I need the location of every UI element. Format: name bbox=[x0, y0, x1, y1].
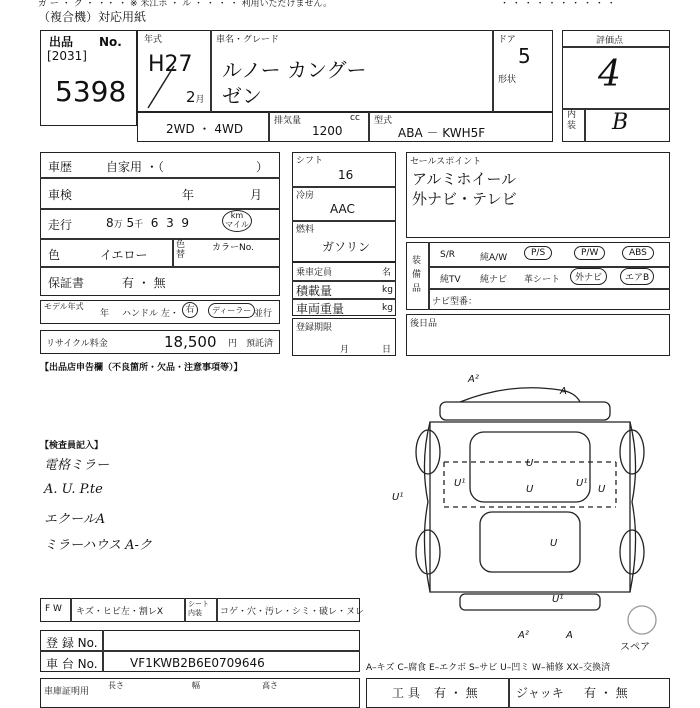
sales-point-line1: アルミホイール bbox=[412, 170, 517, 188]
model-name: ルノー カングー bbox=[222, 58, 367, 82]
model-code-value: ABA － KWH5F bbox=[398, 126, 486, 140]
jack-label: ジャッキ bbox=[516, 686, 564, 700]
history-label: 車歴 bbox=[48, 160, 73, 174]
interior-label: 内装 bbox=[567, 110, 577, 131]
mileage-label: 走行 bbox=[48, 218, 73, 232]
interior-value: B bbox=[612, 110, 629, 135]
jack-value: 有 ・ 無 bbox=[584, 686, 628, 700]
recycle-unit: 円 bbox=[228, 339, 238, 349]
equip-navi: 純ナビ bbox=[480, 275, 508, 285]
form-subtitle: （複合機）対応用紙 bbox=[38, 10, 147, 24]
model-grade: ゼン bbox=[222, 84, 262, 108]
lot-box bbox=[40, 30, 137, 126]
vin-value: VF1KWB2B6E0709646 bbox=[130, 656, 265, 670]
sales-point-line2: 外ナビ・テレビ bbox=[412, 190, 517, 208]
mark-a2-bottom: A² bbox=[518, 630, 529, 641]
fw-label: F W bbox=[45, 604, 62, 614]
model-year-unit: 年 bbox=[100, 309, 110, 319]
registration-day: 日 bbox=[382, 345, 392, 355]
history-close: ） bbox=[256, 160, 269, 174]
model-label: 車名・グレード bbox=[216, 35, 280, 45]
sales-point-label: セールスポイント bbox=[410, 157, 482, 167]
equip-alloy: 純A/W bbox=[480, 253, 508, 263]
rear-items-label: 後日品 bbox=[410, 319, 438, 329]
mark-u-door: U bbox=[598, 484, 606, 495]
mileage-value: 8万 5千 6 3 9 bbox=[106, 216, 189, 230]
rear-items-box bbox=[406, 314, 670, 356]
doors-value: 5 bbox=[518, 44, 531, 68]
equip-sr: S/R bbox=[440, 250, 455, 260]
model-code-label: 型式 bbox=[374, 116, 393, 126]
equip-abs: ABS bbox=[622, 246, 654, 260]
model-year-label: モデル年式 bbox=[44, 302, 84, 311]
color-label: 色 bbox=[48, 248, 61, 262]
inspector-line3: エクールA bbox=[44, 512, 106, 527]
score-label: 評価点 bbox=[596, 36, 624, 46]
recycle-value: 18,500 bbox=[164, 333, 217, 351]
damage-legend: A–キズ C–腐食 E–エクボ S–サビ U–凹ミ W–補修 XX–交換済 bbox=[366, 663, 611, 673]
notes-label: 【出品店申告欄（不良箇所・欠品・注意事項等）】 bbox=[40, 363, 243, 373]
year-month: 2月 bbox=[186, 88, 205, 106]
inspection-label: 車検 bbox=[48, 188, 73, 202]
mark-a-bottom: A bbox=[566, 630, 573, 641]
weight-unit: kg bbox=[382, 303, 393, 313]
shift-label: シフト bbox=[296, 156, 324, 166]
history-value: 自家用 ・（ bbox=[106, 160, 164, 174]
color-value: イエロー bbox=[100, 248, 148, 262]
registration-label: 登録期限 bbox=[296, 323, 333, 333]
tools-value: 有 ・ 無 bbox=[434, 686, 478, 700]
mark-u1-bumper: U¹ bbox=[552, 594, 564, 605]
equip-pw: P/W bbox=[574, 246, 605, 260]
vin-label: 車 台 No. bbox=[46, 657, 98, 671]
shift-value: 16 bbox=[338, 168, 354, 182]
equip-leather: 革シート bbox=[524, 275, 561, 285]
equip-airbag: エアB bbox=[620, 268, 654, 285]
fuel-value: ガソリン bbox=[322, 240, 371, 254]
recycle-label: リサイクル料金 bbox=[46, 339, 108, 349]
seat-label: シート内装 bbox=[188, 600, 209, 617]
capacity-unit: 名 bbox=[382, 268, 392, 278]
reg-no-label: 登 録 No. bbox=[46, 636, 98, 650]
warranty-value: 有 ・ 無 bbox=[122, 276, 166, 290]
color-change-label: 色替 bbox=[176, 240, 186, 260]
color-no-label: カラーNo. bbox=[212, 243, 254, 253]
venue-label: 出品 bbox=[49, 35, 74, 49]
mark-u1-right: U¹ bbox=[576, 478, 588, 489]
inspector-label: 【検査員記入】 bbox=[40, 441, 104, 451]
garage-height: 高さ bbox=[262, 681, 278, 690]
inspector-line1: 電格ミラー bbox=[44, 458, 110, 473]
mark-a-top: A bbox=[560, 386, 567, 397]
equip-ext-navi: 外ナビ bbox=[570, 268, 607, 285]
mark-a2-top: A² bbox=[468, 374, 479, 385]
handle-label: ハンドル 左・ bbox=[122, 309, 179, 319]
capacity-label: 乗車定員 bbox=[296, 268, 333, 278]
load-label: 積載量 bbox=[296, 284, 333, 298]
garage-width: 幅 bbox=[192, 681, 200, 690]
no-label: No. bbox=[99, 35, 122, 49]
dealer-suffix: 並行 bbox=[254, 309, 273, 319]
equip-tv: 純TV bbox=[440, 275, 461, 285]
garage-label: 車庫証明用 bbox=[44, 687, 90, 697]
score-value: 4 bbox=[598, 54, 621, 95]
spare-label: スペア bbox=[620, 642, 650, 653]
doors-label: ドア bbox=[498, 35, 516, 45]
handle-value: 右 bbox=[182, 302, 198, 318]
shape-label: 形状 bbox=[498, 75, 517, 85]
header-top-text: ガ ー ・ ク ・ ・・ ・ ※ 米江ホ ・ ル ・ ・ ・ ・ 利用いただけません。 bbox=[38, 0, 332, 9]
inspector-line4: ミラーハウス A-ク bbox=[44, 538, 152, 553]
displacement-value: 1200 bbox=[312, 124, 343, 138]
fuel-label: 燃料 bbox=[296, 225, 315, 235]
weight-label: 車両重量 bbox=[296, 302, 345, 316]
car-damage-diagram bbox=[392, 362, 690, 654]
ac-value: AAC bbox=[330, 202, 355, 216]
equip-ps: P/S bbox=[524, 246, 552, 260]
equipment-label: 装備品 bbox=[412, 256, 422, 294]
inspector-line2: A. U. P.te bbox=[44, 482, 103, 497]
load-unit: kg bbox=[382, 285, 393, 295]
displacement-unit: cc bbox=[350, 113, 360, 123]
dealer-label: ディーラー bbox=[208, 303, 255, 318]
seat-text: コゲ・穴・汚レ・シミ・破レ・ヌレ bbox=[220, 607, 365, 617]
tools-label: 工 具 bbox=[392, 686, 420, 700]
lot-sub-code: [2031] bbox=[47, 49, 87, 63]
year-era: H27 bbox=[148, 52, 193, 77]
registration-month: 月 bbox=[340, 345, 350, 355]
inspection-month: 月 bbox=[250, 188, 263, 202]
header-top-right: ・ ・ ・ ・ ・ ・ ・ ・ ・ ・ bbox=[500, 0, 616, 9]
mark-u-2: U bbox=[526, 484, 534, 495]
fw-text: キズ・ヒビ左・割レX bbox=[76, 607, 163, 617]
displacement-label: 排気量 bbox=[274, 116, 302, 126]
mark-u-1: U bbox=[526, 458, 534, 469]
recycle-status: 預託済 bbox=[246, 339, 274, 349]
inspection-year: 年 bbox=[182, 188, 195, 202]
navi-model-label: ナビ型番： bbox=[432, 297, 478, 307]
year-label: 年式 bbox=[144, 35, 163, 45]
lot-number: 5398 bbox=[55, 75, 127, 108]
mileage-unit-km: km マイル bbox=[222, 210, 252, 232]
ac-label: 冷房 bbox=[296, 191, 315, 201]
mark-u1-left: U¹ bbox=[454, 478, 466, 489]
drive-text: 2WD ・ 4WD bbox=[166, 122, 244, 136]
mark-u1-far-left: U¹ bbox=[392, 492, 404, 503]
mark-u-rear: U bbox=[550, 538, 558, 549]
warranty-label: 保証書 bbox=[48, 276, 85, 290]
garage-length: 長さ bbox=[108, 681, 124, 690]
